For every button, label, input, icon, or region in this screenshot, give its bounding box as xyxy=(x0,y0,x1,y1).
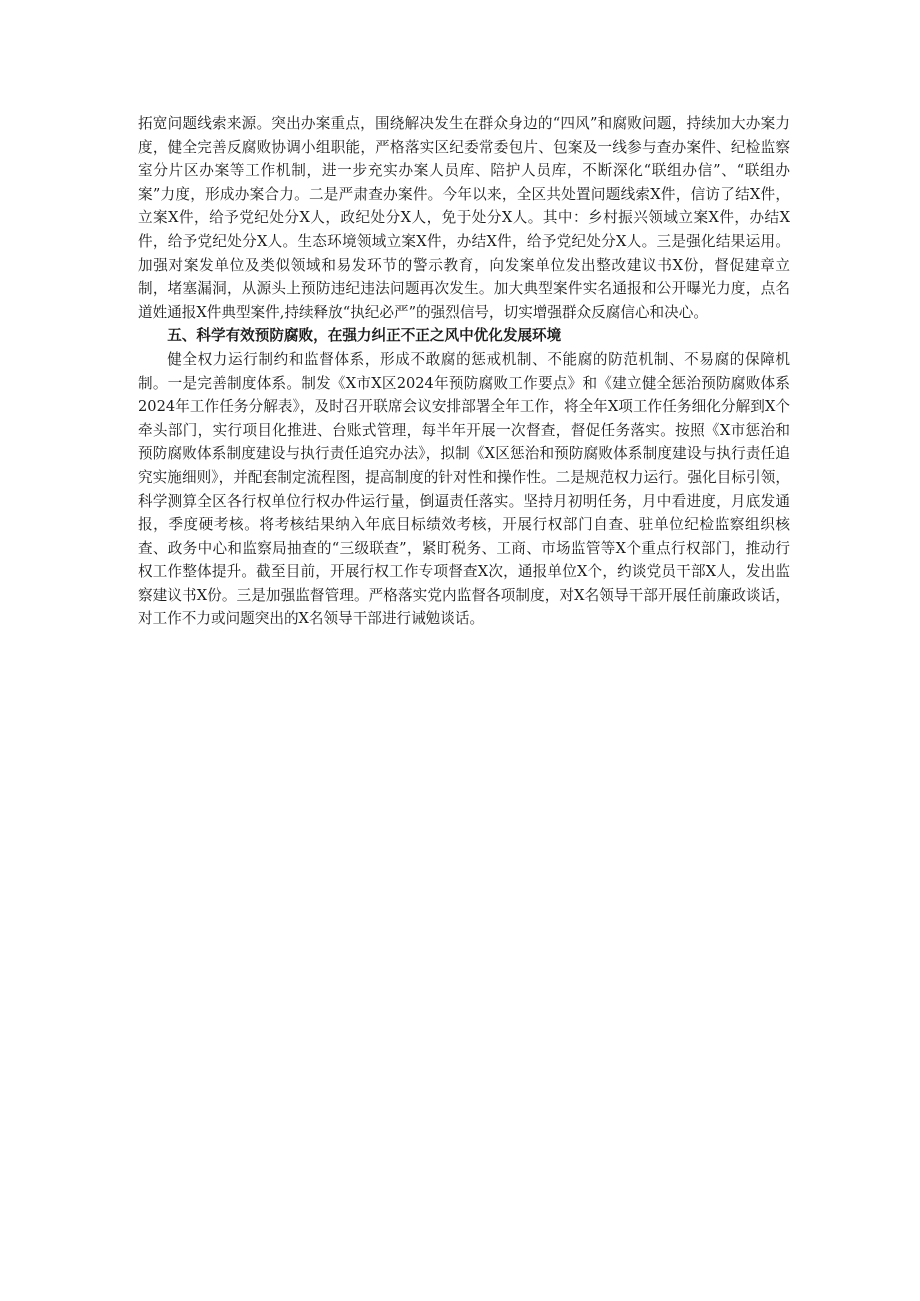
paragraph-section-five: 健全权力运行制约和监督体系，形成不敢腐的惩戒机制、不能腐的防范机制、不易腐的保障机制。一是完善制度体系。制发《X市X区2024年预防腐败工作要点》和《建立健全惩治预防腐败体系2024年工作任务分解表》，及时召开联席会议安排部署全年工作，将全年X项工作任务细化分解到X个牵头部门，实行项目化推进、台账式管理，每半年开展一次督查，督促任务落实。按照《X市惩治和预防腐败体系制度建设与执行责任追究办法》，拟制《X区惩治和预防腐败体系制度建设与执行责任追究实施细则》，并配套制定流程图，提高制度的针对性和操作性。二是规范权力运行。强化目标引领，科学测算全区各行权单位行权办件运行量，倒逼责任落实。坚持月初明任务，月中看进度，月底发通报，季度硬考核。将考核结果纳入年底目标绩效考核，开展行权部门自查、驻单位纪检监察组织核查、政务中心和监察局抽查的“三级联查”，紧盯税务、工商、市场监管等X个重点行权部门，推动行权工作整体提升。截至目前，开展行权工作专项督查X次，通报单位X个，约谈党员干部X人，发出监察建议书X份。三是加强监督管理。严格落实党内监督各项制度，对X名领导干部开展任前廉政谈话，对工作不力或问题突出的X名领导干部进行诫勉谈话。 xyxy=(138,350,790,628)
paragraph-continued: 拓宽问题线索来源。突出办案重点，围绕解决发生在群众身边的“四风”和腐败问题，持续加大办案力度，健全完善反腐败协调小组职能，严格落实区纪委常委包片、包案及一线参与查办案件、纪检监察室分片区办案等工作机制，进一步充实办案人员库、陪护人员库，不断深化“联组办信”、“联组办案”力度，形成办案合力。二是严肃查办案件。今年以来，全区共处置问题线索X件，信访了结X件，立案X件，给予党纪处分X人，政纪处分X人，免于处分X人。其中：乡村振兴领域立案X件，办结X件，给予党纪处分X人。生态环境领域立案X件，办结X件，给予党纪处分X人。三是强化结果运用。加强对案发单位及类似领域和易发环节的警示教育，向发案单位发出整改建议书X份，督促建章立制，堵塞漏洞，从源头上预防违纪违法问题再次发生。加大典型案件实名通报和公开曝光力度，点名道姓通报X件典型案件,持续释放“执纪必严”的强烈信号，切实增强群众反腐信心和决心。 xyxy=(138,115,790,321)
document-body xyxy=(138,112,790,631)
section-heading: 五、科学有效预防腐败，在强力纠正不正之风中优化发展环境 xyxy=(167,327,562,345)
